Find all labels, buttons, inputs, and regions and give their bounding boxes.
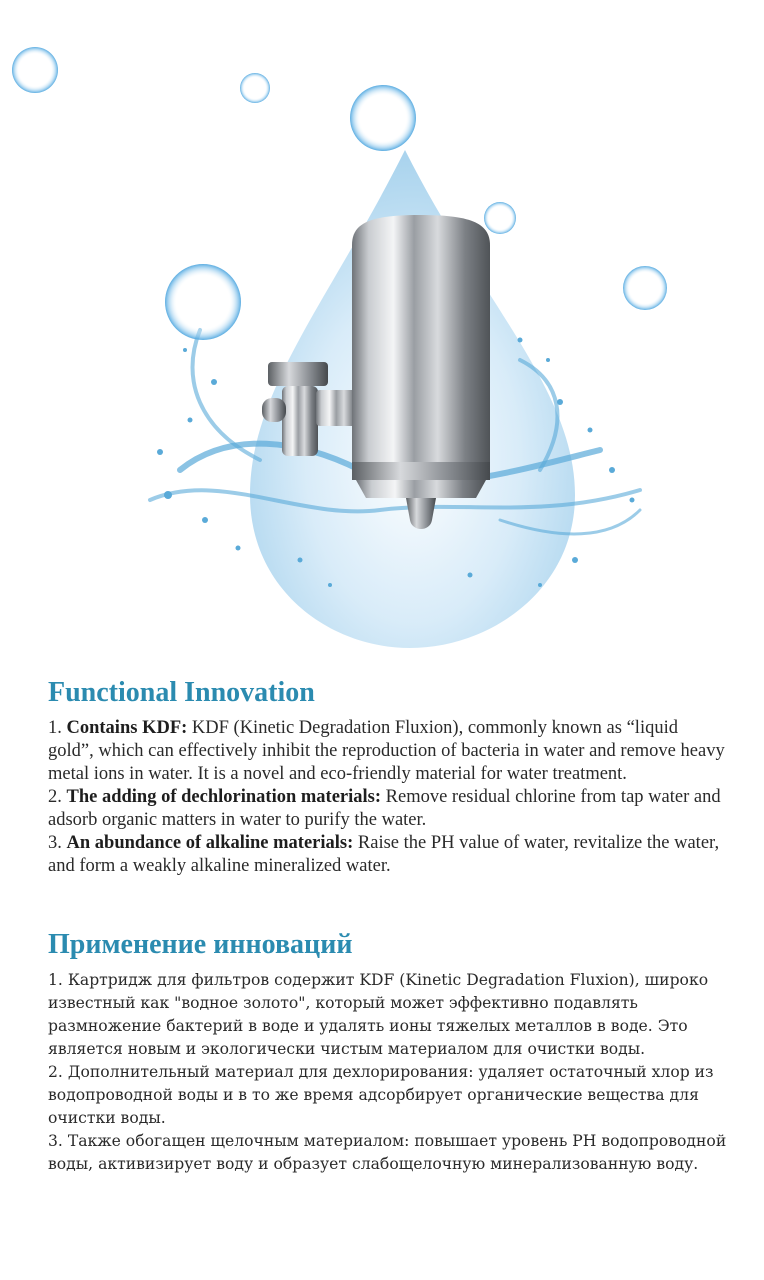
feature-item-1 [48,717,728,786]
feature-item-text: KDF (Kinetic Degradation Fluxion), commonly known as “liquid gold”, which can effectively inhibit the reproduction of bacteria in water and remove heavy metal ions in water. It is a novel and eco-friendly material for water treatment. [48,718,725,784]
feature-item-text: Remove residual chlorine from tap water and adsorb organic matters in water to purify the water. [48,787,721,830]
russian-item-2: 2. Дополнительный материал для дехлорирования: удаляет остаточный хлор из водопроводной воды и в то же время адсорбирует органические вещества для очистки воды. [48,1063,714,1127]
section-heading-functional-innovation: Functional Innovation [48,677,315,708]
functional-innovation-section [48,676,728,878]
feature-item-number: 3. [48,833,62,853]
feature-item-2 [48,786,728,832]
feature-item-number: 1. [48,718,62,738]
feature-item-title: An abundance of alkaline materials: [66,833,354,853]
section-heading-russian: Применение инноваций [48,929,353,960]
feature-item-title: Contains KDF: [66,718,188,738]
feature-item-title: The adding of dechlorination materials: [66,787,382,807]
feature-item-text: Raise the PH value of water, revitalize the water, and form a weakly alkaline mineralized water. [48,833,720,876]
russian-innovation-section [48,928,728,1176]
russian-item-1: 1. Картридж для фильтров содержит KDF (Kinetic Degradation Fluxion), широко известный как "водное золото", который может эффективно подавлять размножение бактерий в воде и удалять ионы тяжелых металлов в воде. Это является новым и экологически чистым материалом для очистки воды. [48,971,709,1058]
feature-item-3 [48,832,728,878]
russian-item-3: 3. Также обогащен щелочным материалом: повышает уровень PH водопроводной воды, активизирует воду и образует слабощелочную минерализованную воду. [48,1132,727,1173]
feature-item-number: 2. [48,787,62,807]
